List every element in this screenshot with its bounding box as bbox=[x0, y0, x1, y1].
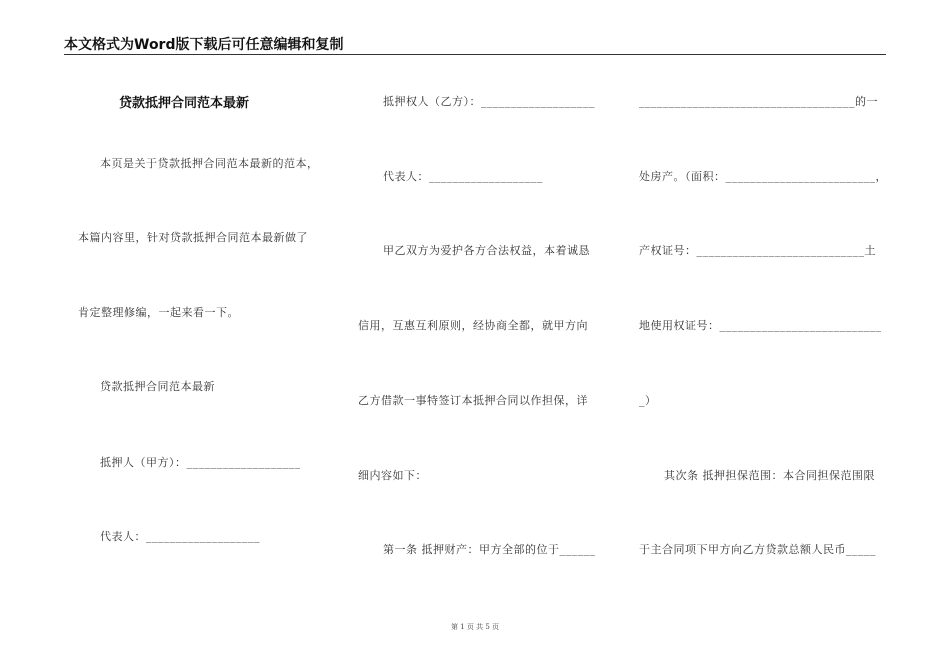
field-representative: 代表人：___________________ bbox=[100, 530, 260, 543]
page-number: 第 1 页 共 5 页 bbox=[450, 623, 500, 631]
paragraph-line: 甲乙双方为爱护各方合法权益，本着诚恳 bbox=[383, 244, 590, 257]
header-text: 本文格式为Word版下载后可任意编辑和复制 bbox=[64, 37, 344, 53]
paragraph-line: 于主合同项下甲方向乙方贷款总额人民币_____ bbox=[639, 543, 876, 556]
section-heading: 贷款抵押合同范本最新 bbox=[100, 380, 215, 393]
paragraph-line: 本页是关于贷款抵押合同范本最新的范本， bbox=[100, 157, 319, 170]
field-area: 处房产。（面积：_________________________， bbox=[639, 170, 887, 183]
paragraph-line: ____________________________________的一 bbox=[639, 95, 878, 108]
document-header bbox=[64, 34, 886, 55]
paragraph-line: 肯定整理修编，一起来看一下。 bbox=[78, 306, 239, 319]
document-title: 贷款抵押合同范本最新 bbox=[119, 96, 250, 111]
field-property-cert: 产权证号：____________________________土 bbox=[639, 244, 876, 257]
article-one: 第一条 抵押财产：甲方全部的位于______ bbox=[383, 543, 596, 556]
paragraph-line: 信用，互惠互利原则，经协商全都，就甲方向 bbox=[358, 319, 588, 332]
paragraph-line: 细内容如下： bbox=[358, 469, 427, 482]
field-land-cert: 地使用权证号：___________________________ bbox=[639, 319, 882, 332]
article-two: 其次条 抵押担保范围：本合同担保范围限 bbox=[664, 469, 875, 482]
field-mortgagee: 抵押权人（乙方）：___________________ bbox=[383, 95, 595, 108]
paragraph-line: 本篇内容里，针对贷款抵押合同范本最新做了 bbox=[78, 231, 308, 244]
paragraph-line: _） bbox=[639, 394, 657, 407]
field-representative: 代表人：___________________ bbox=[383, 170, 543, 183]
paragraph-line: 乙方借款一事特签订本抵押合同以作担保，详 bbox=[358, 394, 588, 407]
field-mortgagor: 抵押人（甲方）：___________________ bbox=[100, 456, 301, 469]
